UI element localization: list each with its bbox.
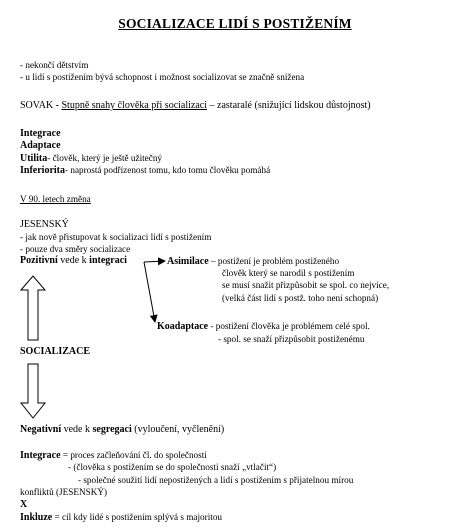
intro-line-2: - u lidí s postižením bývá schopnost i možnost socializovat se značně snížena <box>20 72 305 82</box>
integrace-def-line-1: = proces začleňování čl. do společnosti <box>60 450 207 460</box>
jesensky-line-2: - pouze dva směry socializace <box>20 244 131 254</box>
utilita-desc: - člověk, který je ještě užitečný <box>47 153 163 163</box>
sovak-desc: – zastaralé (snižující lidskou důstojnost) <box>207 100 371 111</box>
pozitivni-term: Pozitivní <box>20 255 58 266</box>
stage-adaptace: Adaptace <box>20 140 61 151</box>
intro-line-1: - nekončí dětstvím <box>20 60 89 70</box>
jesensky-line-1: - jak nově přistupovat k socializaci lidí s postižením <box>20 232 212 242</box>
inferiorita-desc: - naprostá podřízenost tomu, kdo tomu člověku pomáhá <box>65 165 271 175</box>
integrace-def-line-2: - (člověka s postižením se do společnosti snaží „vtlačit“) <box>68 462 277 472</box>
koadaptace-term: Koadaptace <box>157 321 209 332</box>
pozitivni-mid: vede k <box>57 255 90 266</box>
negativni-mid: vede k <box>61 424 93 435</box>
arrow-to-koadaptace <box>144 262 155 322</box>
page-title: SOCIALIZACE LIDÍ S POSTIŽENÍM <box>118 16 352 31</box>
negativni-term: Negativní <box>20 424 62 435</box>
integrace-def-line-3: - společné soužití lidí nepostižených a lidí s postižením s přijatelnou mírou <box>78 475 354 485</box>
koadaptace-line-2: - spol. se snaží přizpůsobit postiženému <box>218 334 365 344</box>
stage-integrace: Integrace <box>20 128 61 139</box>
asimilace-line-3: se musí snažit přizpůsobit se spol. co nejvíce, <box>222 280 390 290</box>
inferiorita-term: Inferiorita <box>20 165 65 176</box>
socializace-label: SOCIALIZACE <box>20 346 91 357</box>
hollow-down-arrow <box>21 364 45 418</box>
hollow-up-arrow <box>21 276 45 340</box>
x-mark: X <box>20 499 28 510</box>
asimilace-line-2: člověk který se narodil s postižením <box>222 268 355 278</box>
pozitivni-target: integraci <box>89 255 127 266</box>
integrace-def-term: Integrace <box>20 450 61 461</box>
koadaptace-line-1: - postižení člověka je problémem celé spol. <box>208 321 370 331</box>
jesensky-heading: JESENSKÝ <box>20 219 69 230</box>
utilita-term: Utilita <box>20 153 48 164</box>
sovak-label: SOVAK - <box>20 100 62 111</box>
negativni-rest: (vyloučení, vyčlenění) <box>131 424 225 435</box>
arrow-to-asimilace <box>144 261 165 262</box>
integrace-def-line-4: konfliktů (JESENSKÝ) <box>20 487 108 497</box>
asimilace-line-4: (velká část lidí s postž. toho není schopná) <box>222 293 379 303</box>
asimilace-term: Asimilace <box>167 256 209 267</box>
change-heading: V 90. letech změna <box>20 194 91 204</box>
inkluze-rest: = cíl kdy lidé s postižením splývá s majoritou <box>52 512 223 522</box>
inkluze-term: Inkluze <box>20 512 53 523</box>
sovak-term: Stupně snahy člověka při socializaci <box>61 100 208 111</box>
asimilace-line-1: – postižení je problém postiženého <box>208 256 340 266</box>
negativni-target: segregaci <box>92 424 132 435</box>
